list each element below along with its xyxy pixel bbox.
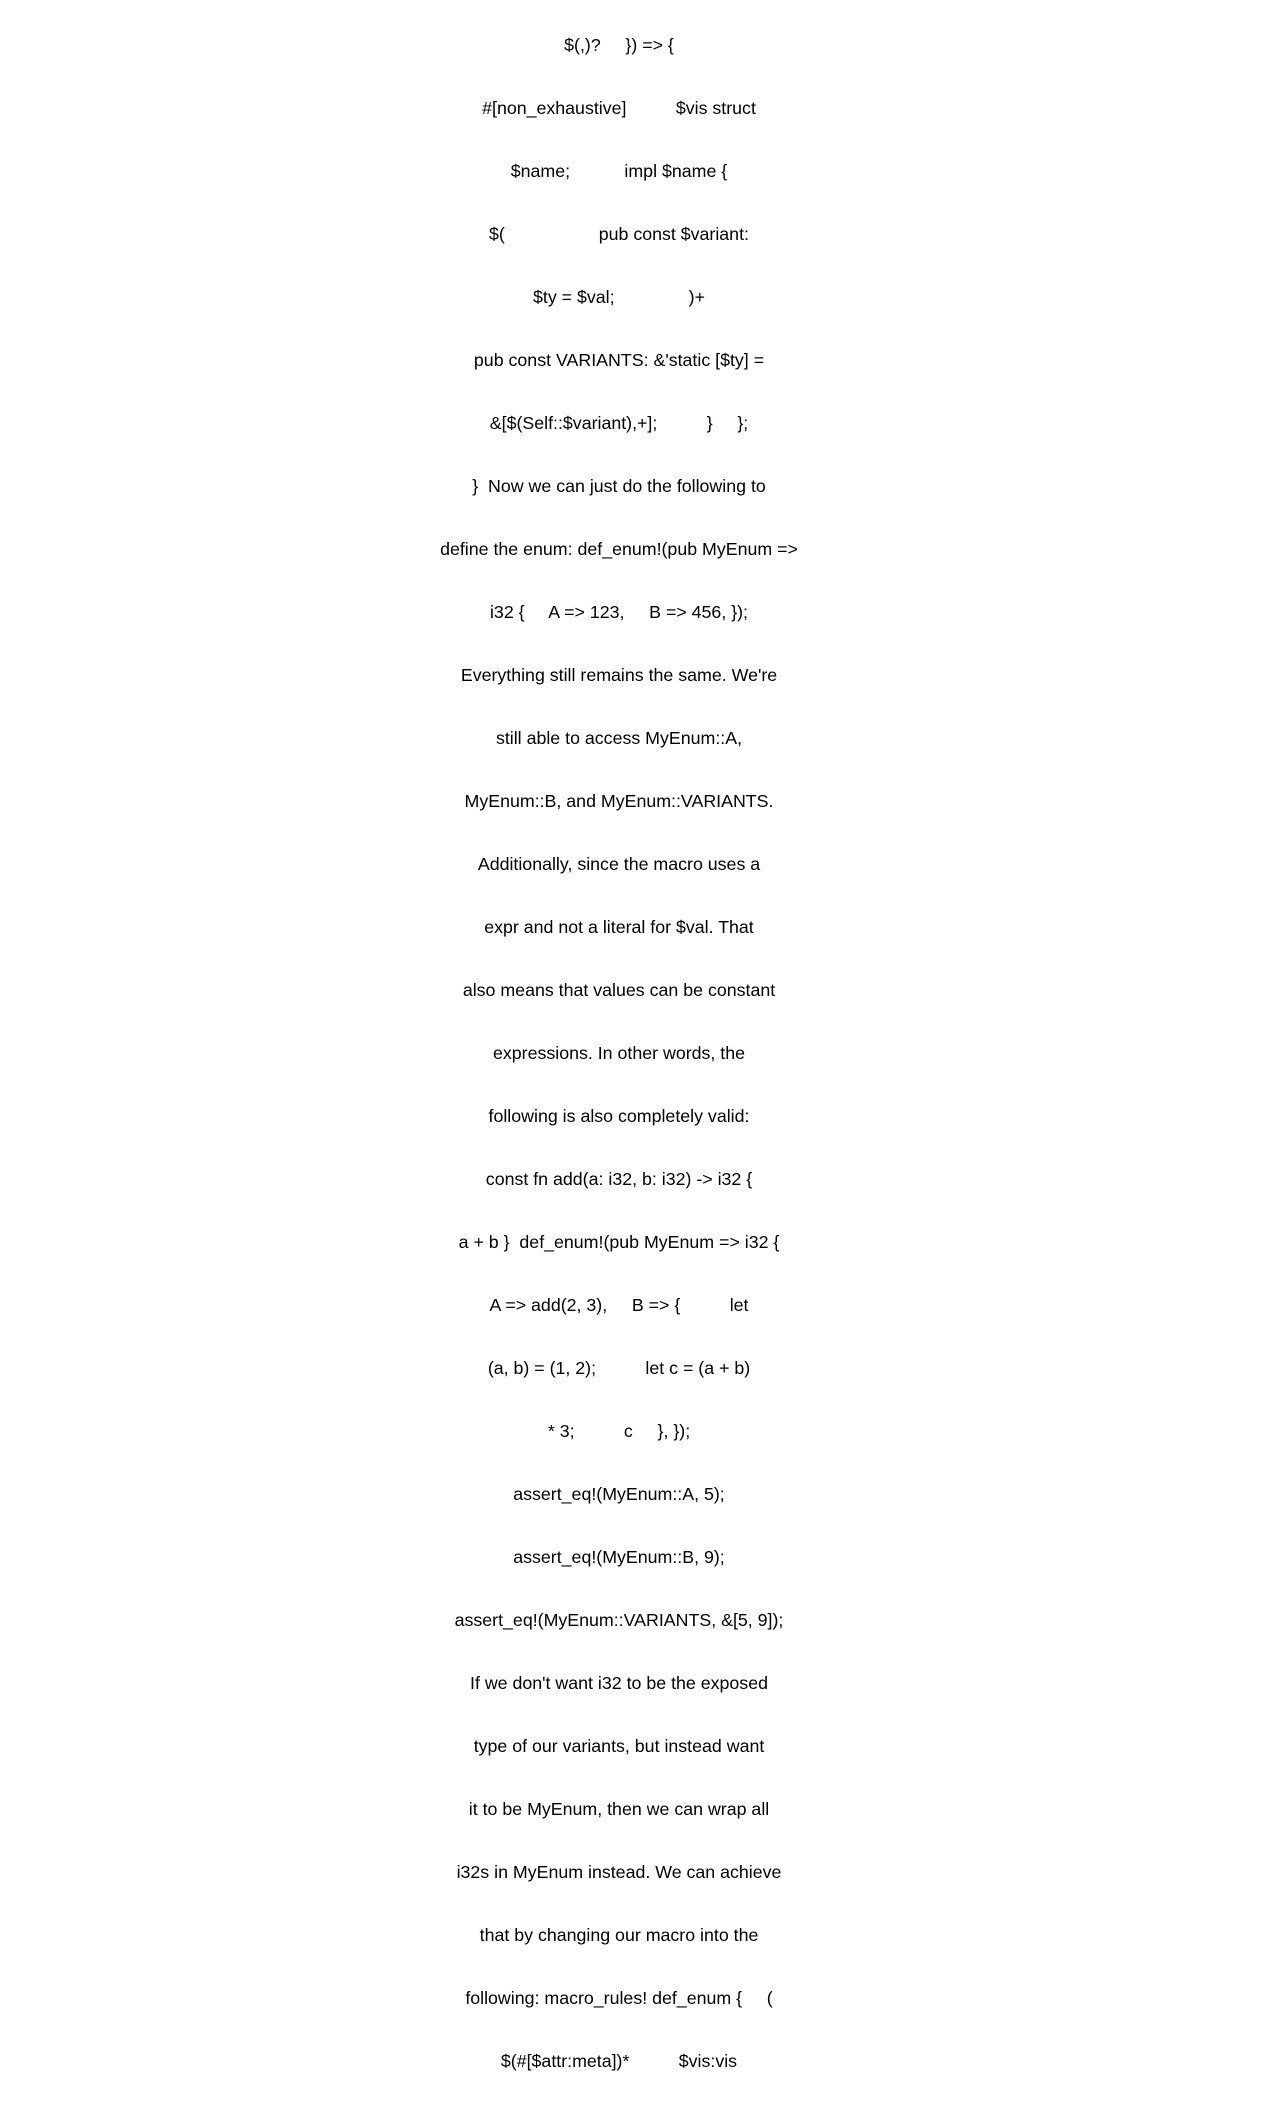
- text-line: #[non_exhaustive] $vis struct: [482, 98, 756, 118]
- text-line: MyEnum::B, and MyEnum::VARIANTS.: [464, 791, 774, 811]
- text-line: assert_eq!(MyEnum::A, 5);: [513, 1484, 725, 1504]
- text-line: i32 { A => 123, B => 456, });: [489, 602, 749, 622]
- text-line: also means that values can be constant: [462, 980, 776, 1000]
- text-line: $( pub const $variant:: [489, 224, 749, 244]
- text-line: Everything still remains the same. We're: [460, 665, 778, 685]
- text-line: $(#[$attr:meta])* $vis:vis: [500, 2051, 738, 2071]
- text-line: If we don't want i32 to be the exposed: [470, 1673, 768, 1693]
- text-line: expressions. In other words, the: [492, 1043, 746, 1063]
- text-line: assert_eq!(MyEnum::B, 9);: [513, 1547, 725, 1567]
- text-line: following is also completely valid:: [488, 1106, 750, 1126]
- text-line: it to be MyEnum, then we can wrap all: [468, 1799, 770, 1819]
- text-line: define the enum: def_enum!(pub MyEnum =>: [440, 539, 798, 559]
- text-line: $name; impl $name {: [510, 161, 728, 181]
- text-line: expr and not a literal for $val. That: [484, 917, 754, 937]
- text-line: (a, b) = (1, 2); let c = (a + b): [487, 1358, 751, 1378]
- text-line: $ty = $val; )+: [533, 287, 705, 307]
- text-line: pub const VARIANTS: &'static [$ty] =: [473, 350, 765, 370]
- text-line: * 3; c }, });: [547, 1421, 691, 1441]
- text-line: that by changing our macro into the: [479, 1925, 759, 1945]
- text-line: assert_eq!(MyEnum::VARIANTS, &[5, 9]);: [454, 1610, 784, 1630]
- text-line: } Now we can just do the following to: [472, 476, 766, 496]
- text-line: a + b } def_enum!(pub MyEnum => i32 {: [458, 1232, 780, 1252]
- text-line: Additionally, since the macro uses a: [477, 854, 761, 874]
- text-line: A => add(2, 3), B => { let: [489, 1295, 749, 1315]
- text-line: following: macro_rules! def_enum { (: [465, 1988, 773, 2008]
- text-line: still able to access MyEnum::A,: [495, 728, 743, 748]
- text-line: type of our variants, but instead want: [473, 1736, 765, 1756]
- text-line: &[$(Self::$variant),+]; } };: [489, 413, 749, 433]
- text-line: i32s in MyEnum instead. We can achieve: [456, 1862, 782, 1882]
- text-line: const fn add(a: i32, b: i32) -> i32 {: [485, 1169, 753, 1189]
- text-line: $(,)? }) => {: [564, 35, 674, 55]
